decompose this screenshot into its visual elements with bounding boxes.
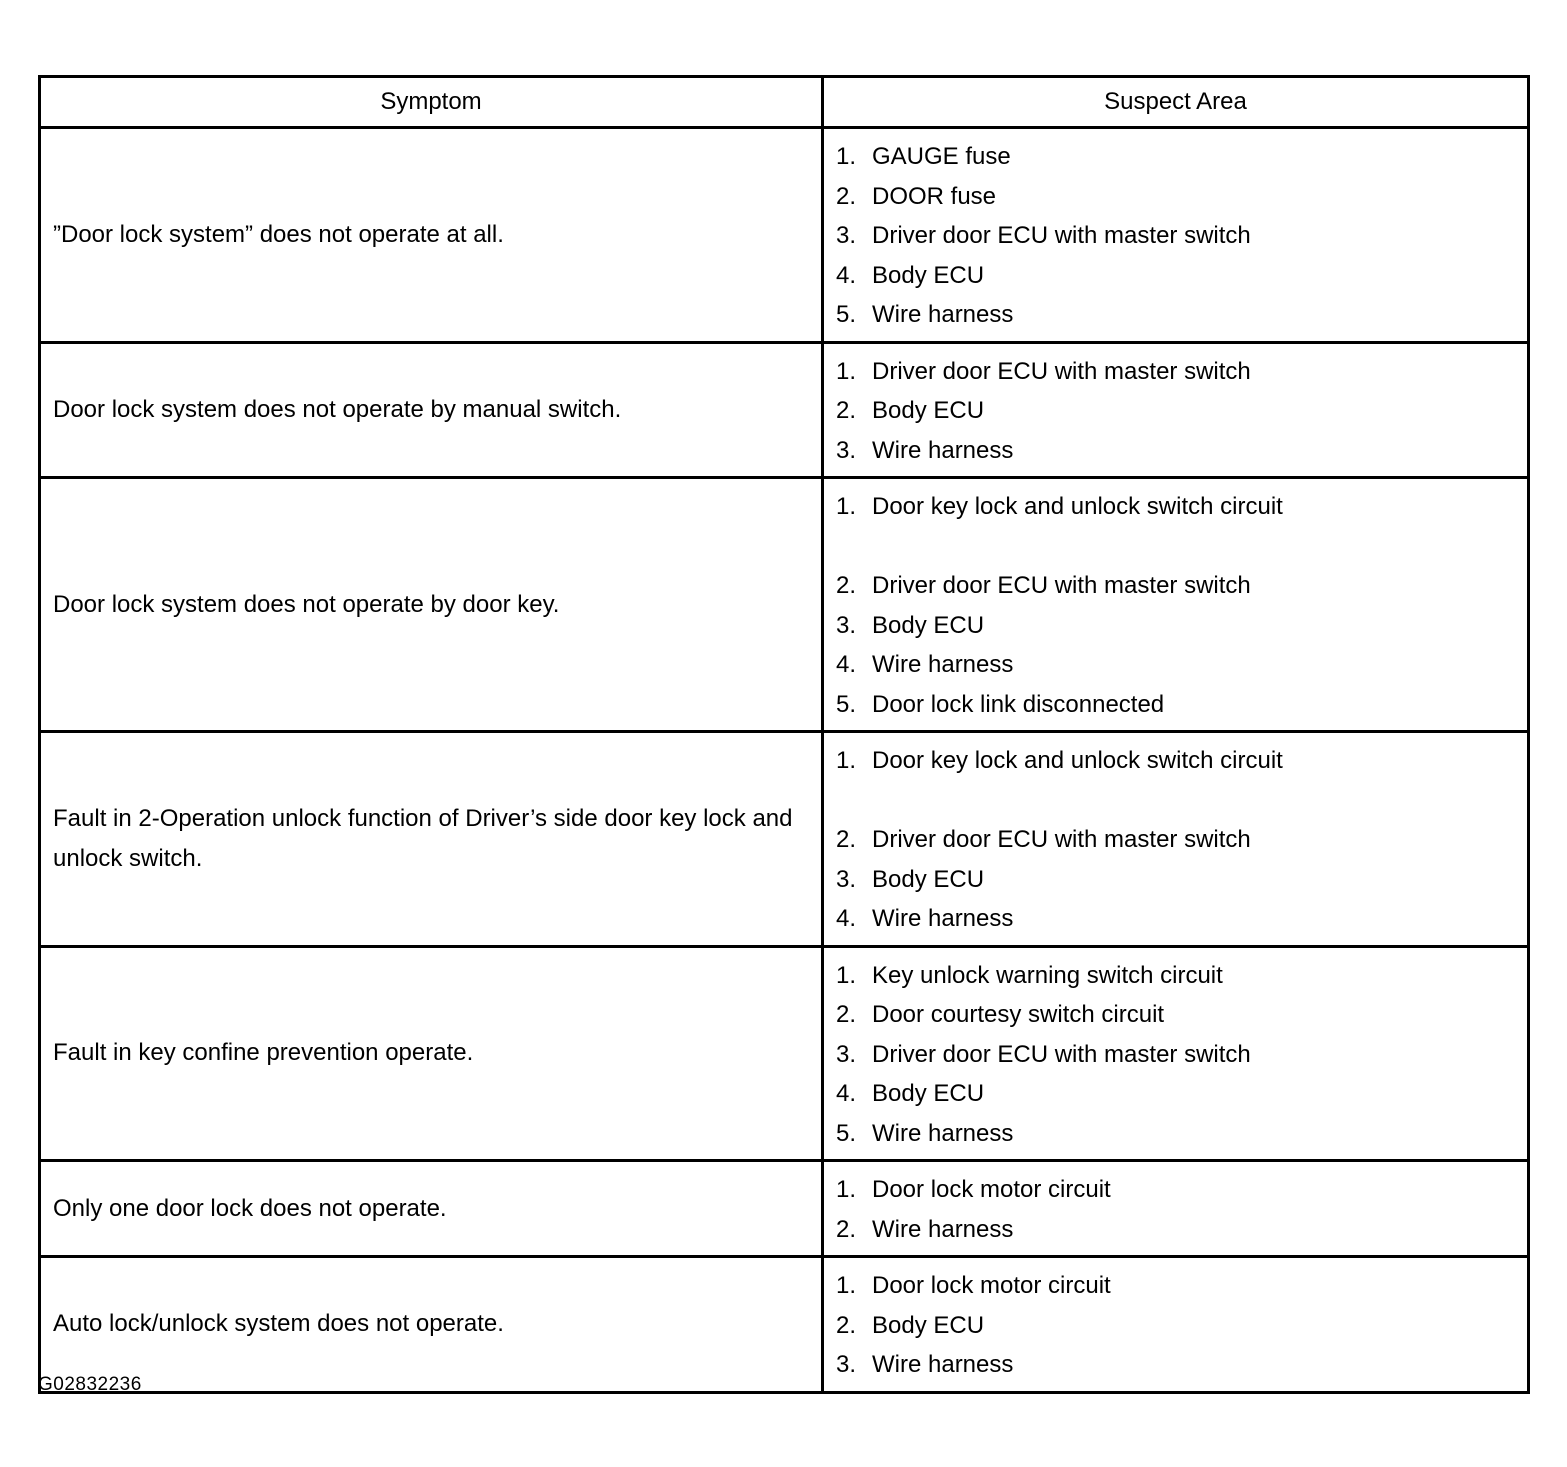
suspect-item-number: 5. [836,301,857,328]
suspect-item-text: Door courtesy switch circuit [872,1001,1165,1028]
suspect-area-column-header: Suspect Area [823,77,1529,128]
suspect-item-number: 2. [836,1215,857,1243]
suspect-list [824,129,1527,341]
table-row [40,1161,1529,1257]
suspect-item [836,1210,1527,1250]
suspect-item [836,645,1527,685]
suspect-item-text: Driver door ECU with master switch [872,357,1251,385]
suspect-list [824,344,1527,477]
suspect-item-number: 3. [836,1040,857,1068]
suspect-item-number: 2. [836,826,857,853]
suspect-item-number: 3. [836,1351,857,1378]
suspect-area-cell [823,478,1529,732]
suspect-item-number: 3. [836,222,857,249]
suspect-item-text: DOOR fuse [872,182,997,210]
suspect-item-number: 5. [836,690,857,718]
symptom-cell: Door lock system does not operate by door key. [40,478,823,732]
suspect-item-text: Wire harness [872,436,1014,464]
table-row [40,342,1529,478]
suspect-item [836,956,1527,996]
symptom-cell: Fault in key confine prevention operate. [40,946,823,1161]
suspect-item-number: 2. [836,1311,857,1339]
suspect-item-number: 3. [836,865,857,893]
suspect-item-number: 1. [836,1272,857,1299]
suspect-item [836,1266,1527,1306]
suspect-item-text: Body ECU [872,1080,985,1107]
suspect-item [836,1170,1527,1210]
suspect-item-text: Wire harness [872,1215,1014,1243]
suspect-item-text: Driver door ECU with master switch [872,826,1251,853]
suspect-list [824,1162,1527,1255]
suspect-item-number: 3. [836,611,857,639]
troubleshooting-table [38,75,1530,1394]
suspect-area-cell [823,342,1529,478]
suspect-item [836,216,1527,256]
suspect-item [836,295,1527,335]
suspect-item [836,995,1527,1035]
suspect-item [836,1114,1527,1154]
suspect-item-number: 2. [836,572,857,599]
suspect-item [836,606,1527,646]
suspect-list [824,479,1527,730]
suspect-item-text: Door lock motor circuit [872,1176,1111,1203]
suspect-item-text: Wire harness [872,651,1014,678]
suspect-item [836,1035,1527,1075]
suspect-item [836,487,1527,527]
suspect-item-number: 2. [836,182,857,210]
suspect-list [824,1258,1527,1391]
suspect-item [836,391,1527,431]
suspect-item-number: 1. [836,143,857,170]
suspect-item-text: Door lock link disconnected [872,690,1165,718]
suspect-area-cell [823,732,1529,947]
suspect-item [836,352,1527,392]
suspect-item [836,137,1527,177]
suspect-item-text: Body ECU [872,865,985,893]
suspect-item-text: Wire harness [872,905,1014,932]
suspect-item-text: Body ECU [872,611,985,639]
suspect-item-text: Body ECU [872,1311,985,1339]
suspect-item-number: 1. [836,357,857,385]
table-row [40,946,1529,1161]
suspect-item-text: Driver door ECU with master switch [872,572,1251,599]
symptom-cell: Door lock system does not operate by manual switch. [40,342,823,478]
suspect-item [836,1074,1527,1114]
table-row [40,1257,1529,1393]
suspect-item [836,685,1527,725]
table-body [40,128,1529,1393]
suspect-item [836,860,1527,900]
suspect-item-text: Door lock motor circuit [872,1272,1111,1299]
suspect-item-number: 2. [836,1001,857,1028]
suspect-item-text: GAUGE fuse [872,143,1011,170]
table-row [40,478,1529,732]
symptom-cell: Only one door lock does not operate. [40,1161,823,1257]
suspect-item-number: 1. [836,1176,857,1203]
suspect-item-number: 1. [836,747,857,774]
suspect-item [836,1306,1527,1346]
table-row [40,128,1529,343]
suspect-item-number: 3. [836,436,857,464]
symptom-cell: Fault in 2-Operation unlock function of Driver’s side door key lock and unlock switch. [40,732,823,947]
suspect-item-text: Wire harness [872,1119,1014,1147]
suspect-item-text: Body ECU [872,397,985,424]
suspect-item [836,256,1527,296]
suspect-area-cell [823,128,1529,343]
suspect-item-number: 4. [836,261,857,289]
figure-id: G02832236 [38,1374,142,1395]
suspect-item-text: Driver door ECU with master switch [872,1040,1251,1068]
suspect-area-cell [823,1161,1529,1257]
suspect-item [836,1345,1527,1385]
suspect-list [824,733,1527,945]
suspect-item-number: 2. [836,397,857,424]
suspect-item-text: Key unlock warning switch circuit [872,961,1223,989]
header-row [40,77,1529,128]
suspect-item-number: 1. [836,961,857,989]
suspect-item-text: Door key lock and unlock switch circuit [872,747,1283,774]
suspect-item-text: Driver door ECU with master switch [872,222,1251,249]
suspect-item-text: Wire harness [872,301,1014,328]
symptom-column-header: Symptom [40,77,823,128]
suspect-item-number: 4. [836,651,857,678]
suspect-item-number: 4. [836,905,857,932]
symptom-cell: Auto lock/unlock system does not operate. [40,1257,823,1393]
suspect-item-number: 4. [836,1080,857,1107]
suspect-item-number: 5. [836,1119,857,1147]
suspect-item [836,741,1527,781]
suspect-item-text: Wire harness [872,1351,1014,1378]
suspect-item-text: Body ECU [872,261,985,289]
suspect-item-text: Door key lock and unlock switch circuit [872,493,1283,520]
suspect-item [836,899,1527,939]
suspect-item [836,177,1527,217]
table-row [40,732,1529,947]
suspect-item [836,566,1527,606]
suspect-area-cell [823,1257,1529,1393]
suspect-item [836,431,1527,471]
suspect-list [824,948,1527,1160]
symptom-cell: ”Door lock system” does not operate at all. [40,128,823,343]
suspect-item-number: 1. [836,493,857,520]
suspect-item [836,820,1527,860]
suspect-area-cell [823,946,1529,1161]
